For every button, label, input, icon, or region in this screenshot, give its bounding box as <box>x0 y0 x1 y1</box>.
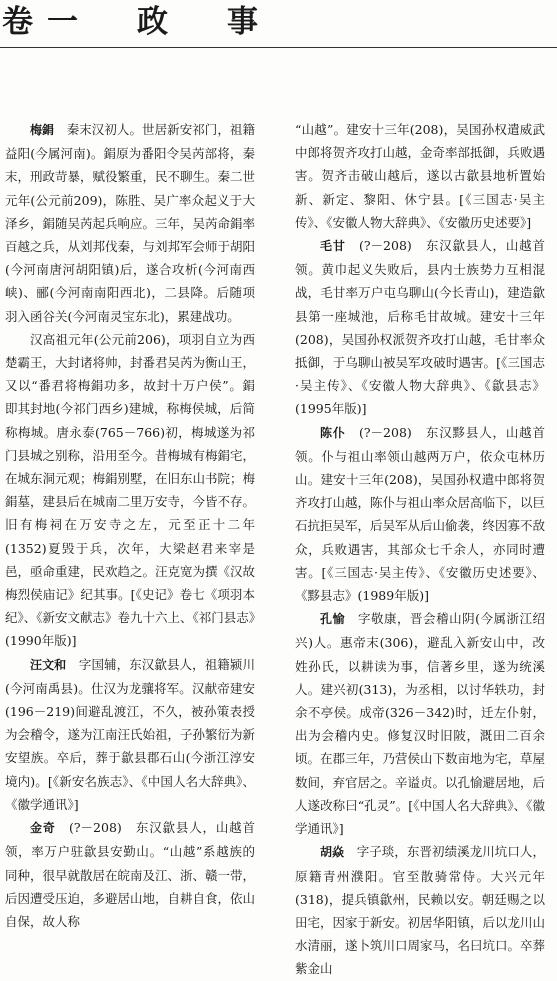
entry-text: (?－208) 东汉歙县人，山越首领。黄巾起义失败后，县内士族势力互相混战，毛甘率万户屯乌聊山(今长青山)，建造歙县第一座城池，后称毛甘故城。建安十三年(208)，吴国孙权派贺齐攻打山越，毛甘率众抵御，于乌聊山被吴军攻破时遇害。[《三国志·吴主传》、《安徽人物大辞典》、《歙县志》(1995年版)] <box>295 238 545 417</box>
entry-paragraph <box>295 607 545 840</box>
entry-headword: 陈仆 <box>320 425 346 440</box>
entry-text: (?－208) 东汉歙县人，山越首领，率万户驻歙县安勤山。“山越”系越族的同种，很早就散居在皖南及江、浙、赣一带，后因遭受压迫，多避居山地，自耕自食，依山自保，故人称 <box>5 820 256 929</box>
entry-continuation <box>5 328 255 653</box>
entry-paragraph <box>5 118 255 328</box>
entry-paragraph <box>5 816 255 933</box>
entry-text: “山越”。建安十三年(208)，吴国孙权遣威武中郎将贺齐攻打山越，金奇率部抵御，兵败遇害。贺齐击破山越后，遂以古歙县地析置始新、新定、黎阳、休宁县。[《三国志·吴主传》、《安徽人物大辞典》、《安徽历史述要》] <box>295 122 546 230</box>
entry-paragraph <box>295 118 545 234</box>
title-rule <box>0 47 557 48</box>
entry-paragraph <box>295 421 545 608</box>
entry-headword: 金奇 <box>30 821 56 836</box>
entry-text: (?－208) 东汉黟县人，山越首领。仆与祖山率领山越两万户，依众屯林历山。建安十三年(208)，吴国孙权遣中郎将贺齐攻打山越，陈仆与祖山率众居高临下，以巨石抗拒吴军，后吴军从后山偷袭，终因寡不敌众，兵败遇害，其部众七千余人，亦同时遭害。[《三国志·吴主传》、《安徽历史述要》、《黟县志》(1989年版)] <box>295 424 546 604</box>
entry-text: 字国辅，东汉歙县人，祖籍颍川(今河南禹县)。仕汉为龙骧将军。汉献帝建安(196－219)间避乱渡江，不久，被孙策表授为会稽令，遂为江南汪氏始祖，子孙繁衍为新安望族。卒后，葬于歙县郡石山(今浙江淳安境内)。[《新安名族志》、《中国人名大辞典》、《徽学通讯》] <box>5 656 256 812</box>
entry-paragraph <box>5 653 255 816</box>
entry-text: 字子琰，东晋初绩溪龙川坑口人，原籍青州濮阳。官至散骑常侍。大兴元年(318)，提兵镇歙州，民赖以安。朝廷赐之以田宅，因家于新安。初居华阳镇，后以龙川山水清丽，遂卜筑川口周家马，名曰坑口。卒葬紫金山 <box>295 844 546 977</box>
left-column <box>5 118 256 929</box>
chapter-title: 卷一 政 事 <box>2 4 272 40</box>
right-column <box>295 118 546 977</box>
entry-headword: 梅鋗 <box>30 123 55 137</box>
entry-paragraph <box>295 840 545 980</box>
entry-text: 秦末汉初人。世居新安祁门，祖籍益阳(今属河南)。鋗原为番阳令吴芮部将，秦末，刑政苛暴，赋役繁重，民不聊生。秦二世元年(公元前209)，陈胜、吴广率众起义于大泽乡，鋗随吴芮起兵响应。三年，吴芮命鋗率百越之兵，从刘邦伐秦，与刘邦军会师于胡阳(今河南唐河胡阳镇)后，遂合攻析(今河南西峡)、郦(今河南南阳西北)，二县降。后随项羽入函谷关(今河南灵宝东北)，累建战功。 <box>5 122 256 324</box>
entry-paragraph <box>295 234 545 421</box>
entry-headword: 毛甘 <box>320 239 346 254</box>
entry-text: 字敬康，晋会稽山阴(今属浙江绍兴)人。惠帝末(306)，避乱入新安山中，改姓孙氏，以耕读为事，信著乡里，遂为统溪人。建兴初(313)，为丞相，以讨华轶功，封余不亭侯。成帝(326－342)时，迁左仆射，出为会稽内史。修复汉时旧陂，溉田二百余顷。在郡三年，乃营侯山下数亩地为宅，草屋数间，弃官居之。辛谥贞。以孔愉避居地，后人遂改称曰“孔灵”。[《中国人名大辞典》、《徽学通讯》] <box>295 611 546 837</box>
entry-headword: 汪文和 <box>30 657 67 672</box>
entry-headword: 胡焱 <box>320 845 345 860</box>
entry-text: 汉高祖元年(公元前206)，项羽自立为西楚霸王，大封诸将帅，封番君吴芮为衡山王，又以“番君将梅鋗功多，故封十万户侯”。鋗即其封地(今祁门西乡)建城，称梅侯城，后简称梅城。唐永泰(765－766)初，梅城遂为祁门县城之别称，沿用至今。昔梅城有梅鋗宅，在城东洞元观；梅鋗别墅，在旧东山书院；梅鋗墓，建县后在城南二里万安寺，今皆不存。旧有梅祠在万安寺之左，元至正十二年(1352)夏毁于兵，次年，大梁赵君来宰是邑，亟命重建，民欢趋之。汪克宽为撰《汉故梅烈侯庙记》纪其事。[《史记》卷七《项羽本纪》、《新安文献志》卷九十六上、《祁门县志》(1990年版)] <box>5 331 256 649</box>
entry-headword: 孔愉 <box>320 612 346 627</box>
